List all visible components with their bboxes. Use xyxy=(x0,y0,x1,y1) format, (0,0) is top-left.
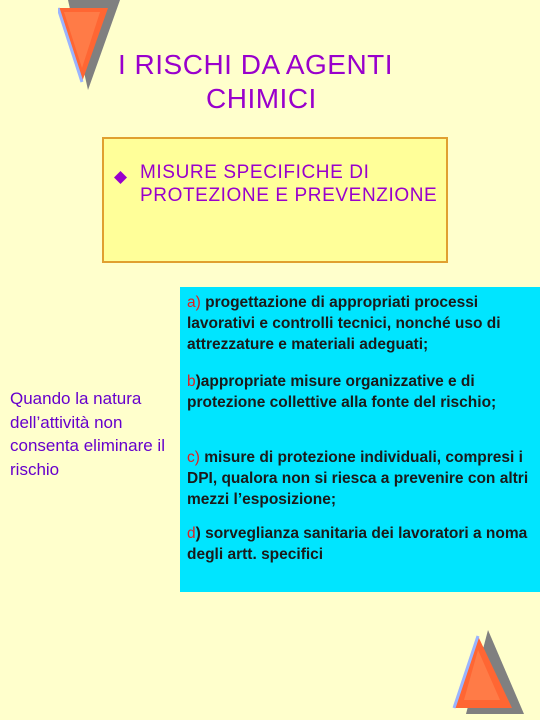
list-item xyxy=(187,523,535,565)
triangle-decor-icon xyxy=(452,630,524,714)
measures-list-box xyxy=(180,287,540,592)
slide-title xyxy=(118,48,478,116)
title-line-1: I RISCHI DA AGENTI xyxy=(118,49,394,80)
list-item xyxy=(187,447,535,510)
side-note: Quando la natura dell’attività non consenta eliminare il rischio xyxy=(10,389,165,479)
list-item-letter: b xyxy=(187,373,196,390)
list-item-letter: a) xyxy=(187,294,201,311)
list-item-letter: c) xyxy=(187,449,200,466)
triangle-decor-icon xyxy=(58,0,120,90)
measures-heading-box xyxy=(102,137,448,263)
list-item xyxy=(187,292,535,355)
list-item-text: )appropriate misure organizzative e di protezione collettive alla fonte del rischio; xyxy=(187,373,497,411)
diamond-bullet-icon xyxy=(114,171,127,184)
list-item-text: progettazione di appropriati processi lavorativi e controlli tecnici, nonché uso di attrezzature e materiali adeguati; xyxy=(187,294,501,353)
list-item-text: ) sorveglianza sanitaria dei lavoratori a noma degli artt. specifici xyxy=(187,525,528,563)
list-item-letter: d xyxy=(187,525,196,542)
list-item xyxy=(187,371,535,413)
title-line-2: CHIMICI xyxy=(206,83,317,114)
measures-heading-text: MISURE SPECIFICHE DI PROTEZIONE E PREVENZIONE xyxy=(140,162,438,206)
list-item-text: misure di protezione individuali, compresi i DPI, qualora non si riesca a prevenire con altri mezzi l’esposizione; xyxy=(187,449,529,508)
